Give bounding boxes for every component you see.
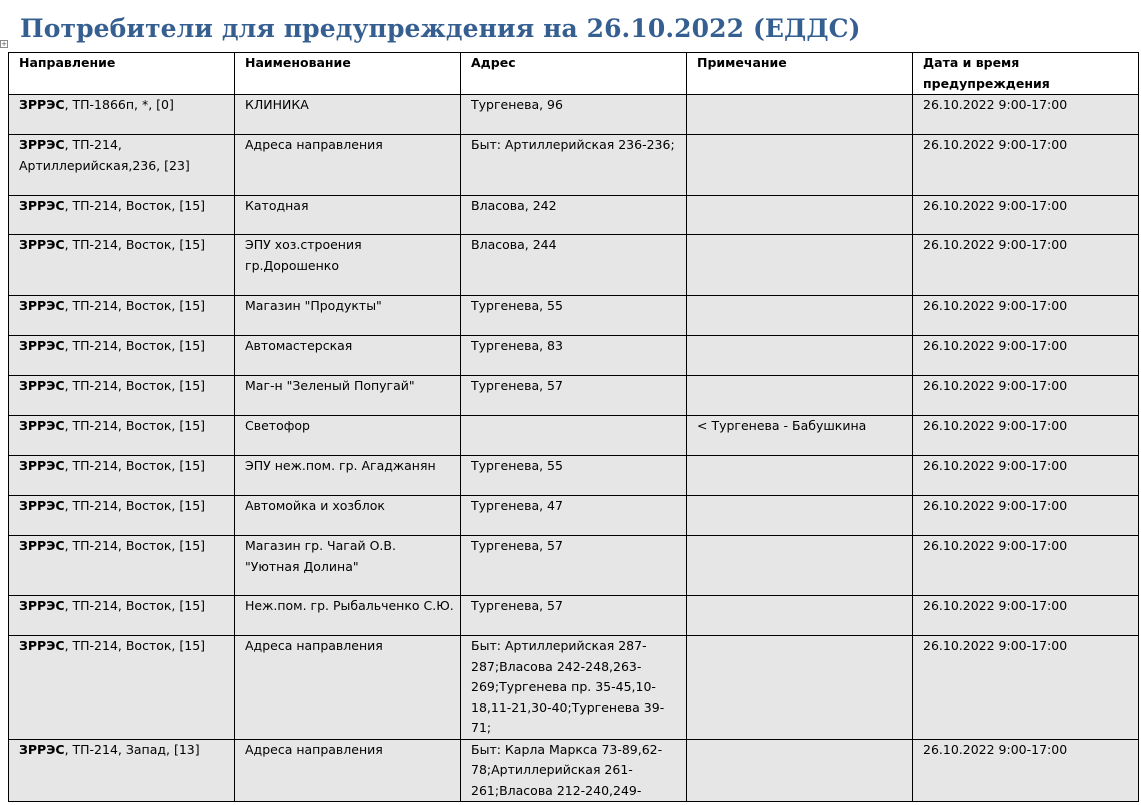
- table-row: [9, 596, 1139, 636]
- cell-direction: [9, 496, 235, 536]
- cell-direction-org: ЗРРЭС: [19, 378, 65, 393]
- cell-address: Быт: Артиллерийская 287-287;Власова 242-248,263-269;Тургенева пр. 35-45,10-18,11-21,30-40;Тургенева 39-71;: [461, 636, 687, 740]
- cell-direction-org: ЗРРЭС: [19, 538, 65, 553]
- cell-name: ЭПУ неж.пом. гр. Агаджанян: [235, 456, 461, 496]
- table-row: [9, 196, 1139, 235]
- cell-direction-org: ЗРРЭС: [19, 498, 65, 513]
- table-row: [9, 235, 1139, 296]
- cell-note: [687, 196, 913, 235]
- cell-direction-org: ЗРРЭС: [19, 298, 65, 313]
- cell-address: Тургенева, 55: [461, 456, 687, 496]
- cell-datetime: 26.10.2022 9:00-17:00: [913, 536, 1139, 596]
- cell-name: КЛИНИКА: [235, 95, 461, 135]
- cell-direction: [9, 416, 235, 456]
- cell-direction-text: , ТП-214, Восток, [15]: [64, 498, 206, 513]
- cell-note: [687, 235, 913, 296]
- cell-name: Адреса направления: [235, 636, 461, 740]
- cell-note: [687, 296, 913, 336]
- cell-direction-text: , ТП-214, Восток, [15]: [64, 538, 206, 553]
- cell-direction: [9, 536, 235, 596]
- cell-name: Магазин "Продукты": [235, 296, 461, 336]
- table-move-handle-icon[interactable]: +: [1, 40, 7, 48]
- table-row: [9, 336, 1139, 376]
- table-row: [9, 95, 1139, 135]
- table-row: [9, 456, 1139, 496]
- header-name: Наименование: [235, 53, 461, 95]
- cell-direction-org: ЗРРЭС: [19, 638, 65, 653]
- cell-name: ЭПУ хоз.строения гр.Дорошенко: [235, 235, 461, 296]
- cell-direction: [9, 196, 235, 235]
- cell-direction: [9, 739, 235, 802]
- cell-address: Быт: Карла Маркса 73-89,62-78;Артиллерийская 261-261;Власова 212-240,249-: [461, 739, 687, 802]
- cell-note: [687, 376, 913, 416]
- cell-direction: [9, 235, 235, 296]
- cell-name: Магазин гр. Чагай О.В. "Уютная Долина": [235, 536, 461, 596]
- table-row: [9, 416, 1139, 456]
- cell-name: Светофор: [235, 416, 461, 456]
- header-datetime: Дата и время предупреждения: [913, 53, 1139, 95]
- table-row: [9, 376, 1139, 416]
- cell-note: [687, 496, 913, 536]
- cell-address: Тургенева, 83: [461, 336, 687, 376]
- cell-direction-text: , ТП-214, Восток, [15]: [64, 458, 206, 473]
- cell-address: Тургенева, 57: [461, 596, 687, 636]
- header-note: Примечание: [687, 53, 913, 95]
- consumers-table: [8, 52, 1139, 802]
- cell-note: < Тургенева - Бабушкина: [687, 416, 913, 456]
- cell-datetime: 26.10.2022 9:00-17:00: [913, 95, 1139, 135]
- header-direction: Направление: [9, 53, 235, 95]
- cell-name: Адреса направления: [235, 135, 461, 196]
- cell-direction-text: , ТП-214, Восток, [15]: [64, 638, 206, 653]
- cell-direction-text: , ТП-214, Восток, [15]: [64, 598, 206, 613]
- cell-note: [687, 456, 913, 496]
- cell-direction-org: ЗРРЭС: [19, 741, 65, 757]
- table-header-row: [9, 53, 1139, 95]
- cell-direction: [9, 95, 235, 135]
- cell-direction-org: ЗРРЭС: [19, 198, 65, 213]
- cell-direction: [9, 135, 235, 196]
- table-row: [9, 636, 1139, 740]
- cell-note: [687, 739, 913, 802]
- cell-name: Автомойка и хозблок: [235, 496, 461, 536]
- cell-direction-text: , ТП-1866п, *, [0]: [64, 97, 174, 112]
- cell-datetime: 26.10.2022 9:00-17:00: [913, 135, 1139, 196]
- cell-note: [687, 536, 913, 596]
- cell-name: Маг-н "Зеленый Попугай": [235, 376, 461, 416]
- cell-datetime: 26.10.2022 9:00-17:00: [913, 496, 1139, 536]
- cell-direction-org: ЗРРЭС: [19, 598, 65, 613]
- table-row: [9, 135, 1139, 196]
- cell-direction: [9, 596, 235, 636]
- cell-note: [687, 596, 913, 636]
- cell-direction-text: , ТП-214, Артиллерийская,236, [23]: [19, 137, 190, 173]
- cell-address: Быт: Артиллерийская 236-236;: [461, 135, 687, 196]
- cell-datetime: 26.10.2022 9:00-17:00: [913, 376, 1139, 416]
- table-row: [9, 496, 1139, 536]
- cell-direction-text: , ТП-214, Восток, [15]: [64, 338, 206, 353]
- cell-address: Тургенева, 96: [461, 95, 687, 135]
- cell-address: Тургенева, 57: [461, 376, 687, 416]
- cell-datetime: 26.10.2022 9:00-17:00: [913, 296, 1139, 336]
- cell-direction-org: ЗРРЭС: [19, 237, 65, 252]
- cell-name: Автомастерская: [235, 336, 461, 376]
- cell-datetime: 26.10.2022 9:00-17:00: [913, 235, 1139, 296]
- cell-datetime: 26.10.2022 9:00-17:00: [913, 336, 1139, 376]
- cell-datetime: 26.10.2022 9:00-17:00: [913, 416, 1139, 456]
- cell-direction-org: ЗРРЭС: [19, 137, 65, 152]
- cell-direction-text: , ТП-214, Восток, [15]: [64, 198, 206, 213]
- table-row: [9, 536, 1139, 596]
- cell-address: Тургенева, 47: [461, 496, 687, 536]
- cell-direction-text: , ТП-214, Восток, [15]: [64, 418, 206, 433]
- cell-direction: [9, 296, 235, 336]
- cell-direction-org: ЗРРЭС: [19, 97, 65, 112]
- cell-address: Власова, 244: [461, 235, 687, 296]
- cell-address: Тургенева, 55: [461, 296, 687, 336]
- cell-note: [687, 135, 913, 196]
- cell-datetime: 26.10.2022 9:00-17:00: [913, 739, 1139, 802]
- cell-note: [687, 336, 913, 376]
- cell-name: Катодная: [235, 196, 461, 235]
- cell-direction-text: , ТП-214, Восток, [15]: [64, 378, 206, 393]
- cell-direction: [9, 456, 235, 496]
- table-row: [9, 296, 1139, 336]
- cell-datetime: 26.10.2022 9:00-17:00: [913, 456, 1139, 496]
- cell-direction-org: ЗРРЭС: [19, 338, 65, 353]
- cell-address: [461, 416, 687, 456]
- cell-name: Адреса направления: [235, 739, 461, 802]
- header-address: Адрес: [461, 53, 687, 95]
- page-title: Потребители для предупреждения на 26.10.2022 (ЕДДС): [20, 14, 861, 43]
- cell-direction: [9, 336, 235, 376]
- cell-datetime: 26.10.2022 9:00-17:00: [913, 196, 1139, 235]
- cell-direction: [9, 636, 235, 740]
- cell-datetime: 26.10.2022 9:00-17:00: [913, 636, 1139, 740]
- cell-name: Неж.пом. гр. Рыбальченко С.Ю.: [235, 596, 461, 636]
- cell-direction: [9, 376, 235, 416]
- cell-direction-org: ЗРРЭС: [19, 458, 65, 473]
- cell-direction-text: , ТП-214, Восток, [15]: [64, 298, 206, 313]
- cell-direction-text: , ТП-214, Запад, [13]: [64, 741, 200, 757]
- cell-note: [687, 636, 913, 740]
- cell-address: Власова, 242: [461, 196, 687, 235]
- cell-direction-text: , ТП-214, Восток, [15]: [64, 237, 206, 252]
- cell-direction-org: ЗРРЭС: [19, 418, 65, 433]
- cell-note: [687, 95, 913, 135]
- cell-address: Тургенева, 57: [461, 536, 687, 596]
- cell-datetime: 26.10.2022 9:00-17:00: [913, 596, 1139, 636]
- table-row: [9, 739, 1139, 802]
